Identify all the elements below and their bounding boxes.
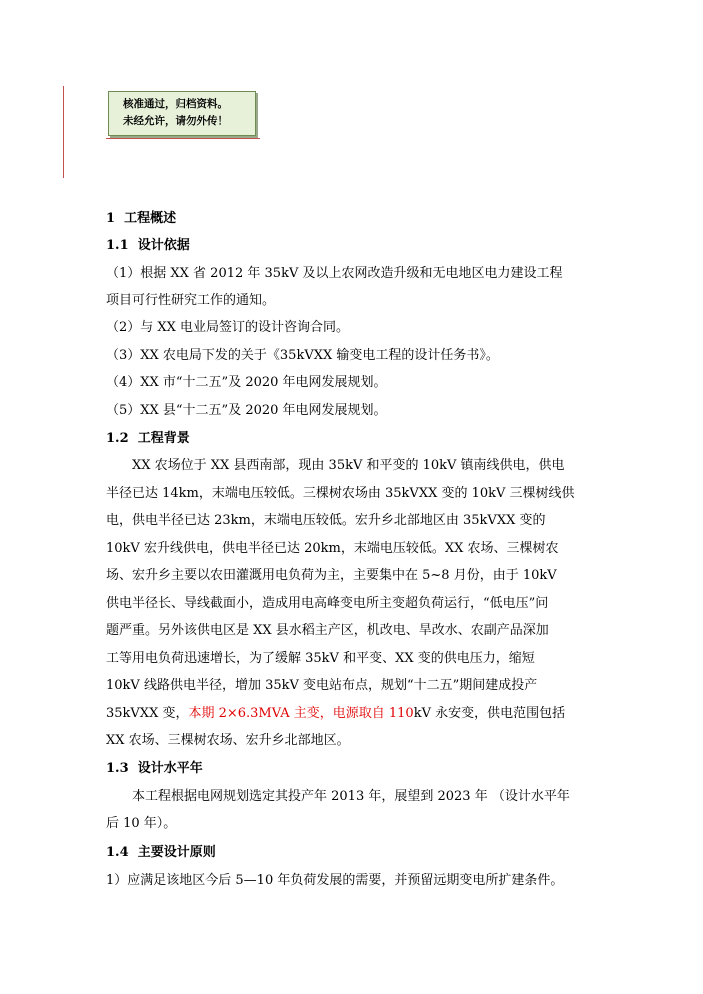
section-title: 工程背景 [137, 431, 190, 446]
section-1-4-heading [106, 843, 216, 863]
basis-line-1: （1）根据 XX 省 2012 年 35kV 及以上农网改造升级和无电地区电力建设工程 [106, 266, 563, 281]
background-line-4: 10kV 宏升线供电，供电半径已达 20km，末端电压较低。XX 农场、三棵树农 [106, 541, 559, 556]
basis-line-6: （5）XX 县“十二五”及 2020 年电网发展规划。 [106, 403, 387, 418]
basis-line-5: （4）XX 市“十二五”及 2020 年电网发展规划。 [106, 375, 387, 390]
background-text: 35kVXX 变， [106, 706, 189, 721]
approval-stamp [108, 91, 256, 136]
section-number: 1.1 [106, 238, 129, 253]
background-line-7: 题严重。另外该供电区是 XX 县水稻主产区，机改电、旱改水、农副产品深加 [106, 623, 549, 638]
section-title: 设计依据 [137, 238, 190, 253]
level-year-line-1: 本工程根据电网规划选定其投产年 2013 年，展望到 2023 年 （设计水平年 [132, 789, 570, 804]
background-line-9: 10kV 线路供电半径，增加 35kV 变电站布点，规划“十二五”期间建成投产 [106, 678, 538, 693]
background-line-1: XX 农场位于 XX 县西南部，现由 35kV 和平变的 10kV 镇南线供电，供电 [132, 458, 565, 473]
section-1-2-heading [106, 429, 190, 449]
background-line-5: 场、宏升乡主要以农田灌溉用电负荷为主，主要集中在 5~8 月份，由于 10kV [106, 568, 557, 583]
section-title: 主要设计原则 [137, 845, 216, 860]
stamp-line-2: 未经允许，请勿外传！ [123, 115, 228, 127]
margin-marker-line [63, 86, 64, 178]
section-number: 1 [106, 211, 116, 226]
basis-line-2: 项目可行性研究工作的通知。 [106, 293, 276, 308]
section-title: 设计水平年 [137, 761, 203, 776]
level-year-line-2: 后 10 年）。 [106, 816, 177, 831]
highlighted-text: 本期 2×6.3MVA 主变，电源取自 110 [188, 706, 414, 721]
section-1-heading [106, 209, 176, 229]
background-line-3: 电，供电半径已达 23km，末端电压较低。宏升乡北部地区由 35kVXX 变的 [106, 513, 546, 528]
section-title: 工程概述 [124, 211, 177, 226]
background-line-6: 供电半径长、导线截面小，造成用电高峰变电所主变超负荷运行，“低电压”问 [106, 596, 549, 611]
background-line-11: XX 农场、三棵树农场、宏升乡北部地区。 [106, 733, 350, 748]
principle-line-1: 1）应满足该地区今后 5—10 年负荷发展的需要，并预留远期变电所扩建条件。 [106, 873, 564, 888]
section-number: 1.4 [106, 845, 129, 860]
basis-line-4: （3）XX 农电局下发的关于《35kVXX 输变电工程的设计任务书》。 [106, 348, 499, 363]
basis-line-3: （2）与 XX 电业局签订的设计咨询合同。 [106, 320, 350, 335]
section-1-1-heading [106, 236, 190, 256]
section-number: 1.2 [106, 431, 129, 446]
background-line-2: 半径已达 14km，末端电压较低。三棵树农场由 35kVXX 变的 10kV 三棵树线供 [106, 486, 575, 501]
background-text: kV 永安变，供电范围包括 [413, 706, 566, 721]
background-line-10 [106, 704, 565, 724]
background-line-8: 工等用电负荷迅速增长，为了缓解 35kV 和平变、XX 变的供电压力，缩短 [106, 651, 535, 666]
stamp-underline [106, 138, 260, 139]
section-number: 1.3 [106, 761, 129, 776]
section-1-3-heading [106, 759, 203, 779]
stamp-line-1: 核准通过，归档资料。 [123, 98, 228, 110]
